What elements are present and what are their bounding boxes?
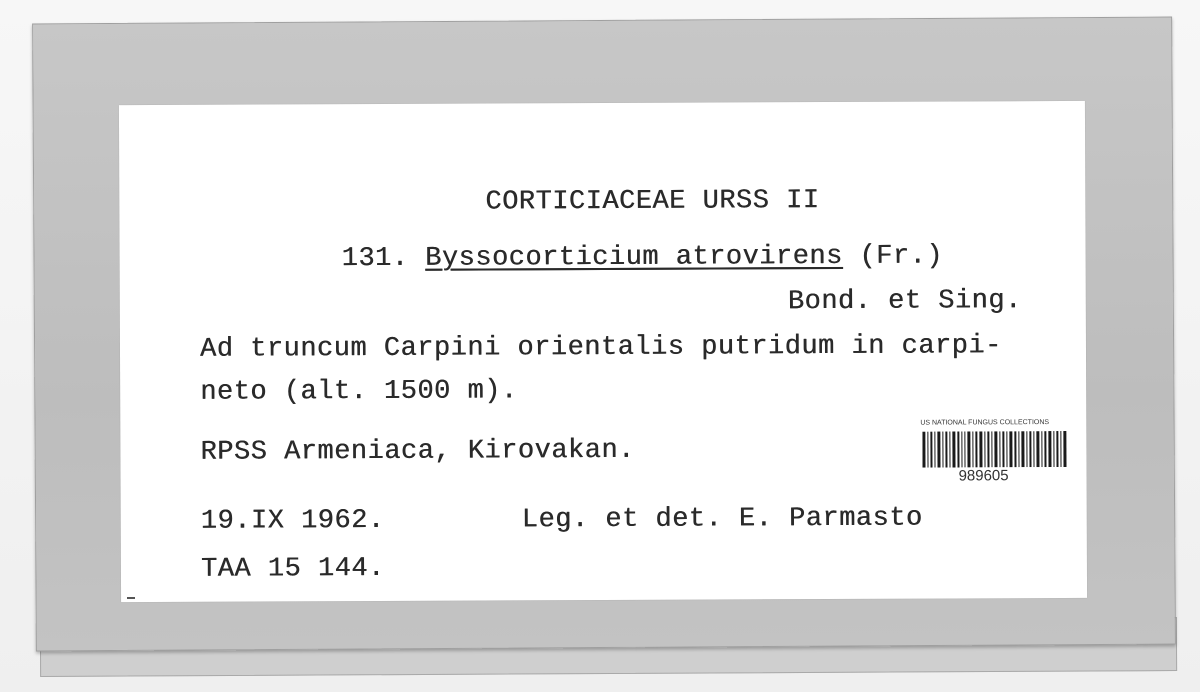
barcode-label xyxy=(920,419,1070,488)
author-part2: Bond. et Sing. xyxy=(787,286,1022,318)
paper-speck xyxy=(127,597,135,599)
locality-line1: Ad truncum Carpini orientalis putridum in carpi- xyxy=(199,331,1002,365)
collection-date: 19.IX 1962. xyxy=(200,505,385,537)
region: RPSS Armeniaca, Kirovakan. xyxy=(200,435,635,468)
taxon-name: Byssocorticium atrovirens xyxy=(425,241,843,274)
collector: Leg. et det. E. Parmasto xyxy=(521,503,923,536)
author-part1: (Fr.) xyxy=(859,241,943,272)
specimen-label xyxy=(119,101,1087,602)
accession-number: TAA 15 144. xyxy=(200,553,385,585)
taxon-line xyxy=(342,242,943,275)
family-heading: CORTICIACEAE URSS II xyxy=(485,186,820,218)
barcode-header: US NATIONAL FUNGUS COLLECTIONS xyxy=(920,419,1050,427)
barcode-number: 989605 xyxy=(958,467,1009,485)
locality-line2: neto (alt. 1500 m). xyxy=(200,376,518,408)
barcode-icon xyxy=(922,431,1068,468)
specimen-number: 131. xyxy=(341,243,409,275)
